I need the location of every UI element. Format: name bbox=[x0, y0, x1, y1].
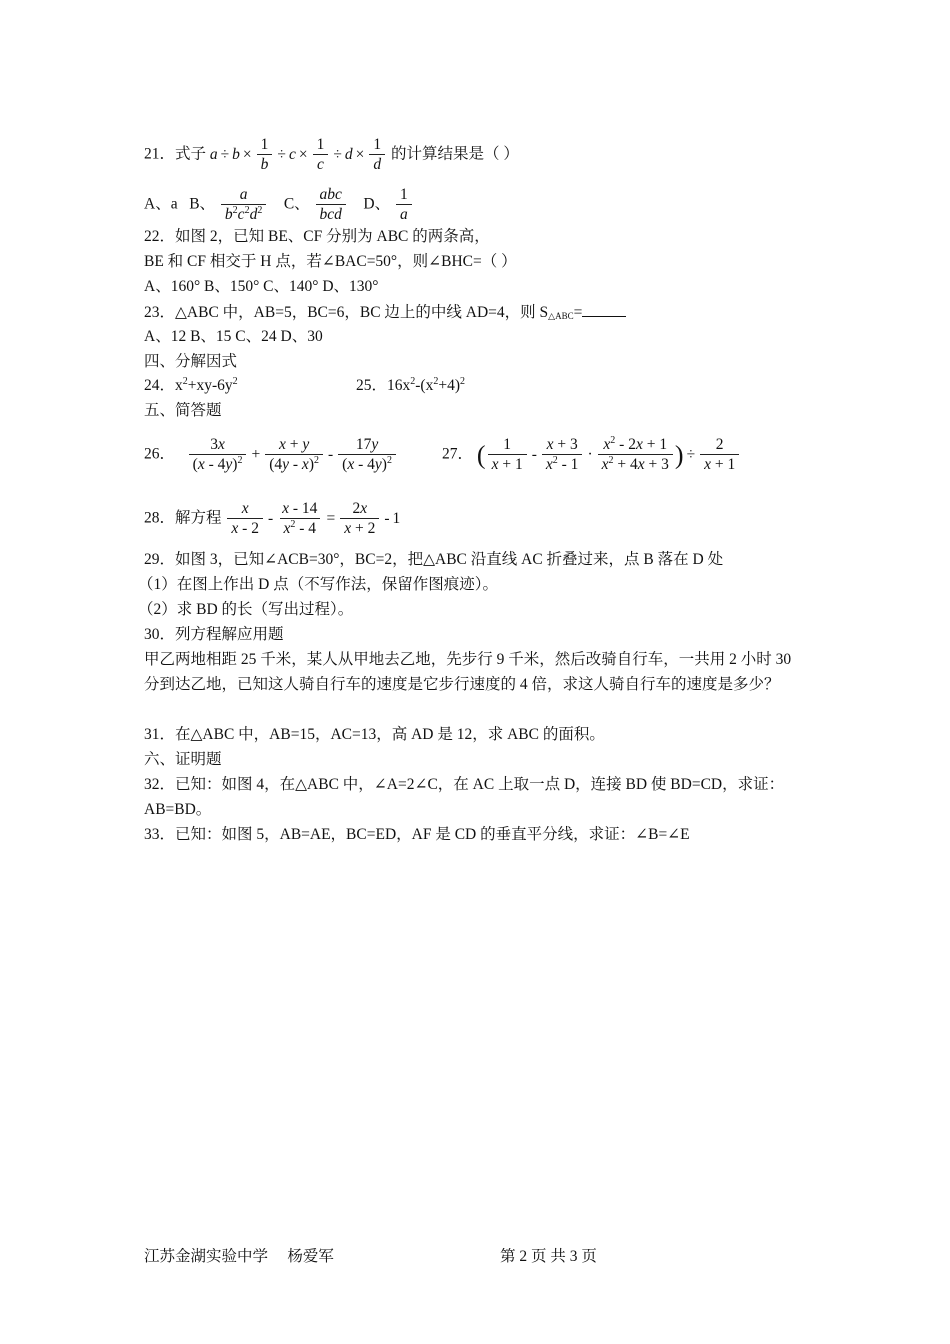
question-28 bbox=[144, 500, 400, 538]
question-27 bbox=[442, 436, 741, 474]
section-5-heading: 五、简答题 bbox=[144, 402, 222, 419]
question-32: 32．已知：如图 4，在△ABC 中，∠A=2∠C，在 AC 上取一点 D，连接 BD 使 BD=CD，求证：AB=BD。 bbox=[144, 776, 785, 818]
option-c: C、 bbox=[283, 195, 310, 213]
question-22-line1: 22．如图 2，已知 BE、CF 分别为 ABC 的两条高， bbox=[144, 228, 490, 245]
question-21 bbox=[144, 136, 519, 174]
area-subscript: △ABC bbox=[548, 311, 574, 321]
question-23-options: A、12 B、15 C、24 D、30 bbox=[144, 328, 323, 345]
option-b-formula: $\frac{a}{b^2c^2d^2}$ bbox=[221, 186, 266, 224]
option-d: D、 bbox=[363, 195, 391, 213]
footer-author: 江苏金湖实验中学 杨爱军 bbox=[144, 1248, 334, 1265]
question-25: 25．$16x^2-(x^2+4)^2$ bbox=[356, 376, 465, 394]
question-number: 26． bbox=[144, 445, 176, 463]
question-text: 28．解方程 bbox=[144, 509, 222, 527]
question-21-options bbox=[144, 186, 414, 224]
formula-21: a ÷ b × $\frac{1}{b}$ ÷ c × $\frac{1}{c}$ ÷ d × $\frac{1}{d}$ bbox=[210, 146, 391, 163]
formula-26: $\frac{3x}{(x - 4y)^2}$ + $\frac{x + y}{(4y - x)^2}$ - $\frac{17y}{(x - 4y)^2}$ bbox=[187, 446, 398, 463]
option-c-formula: $\frac{\text{abc}}{\text{bcd}}$ bbox=[316, 186, 346, 224]
section-6-heading: 六、证明题 bbox=[144, 751, 222, 768]
question-number: 24． bbox=[144, 377, 176, 394]
question-29-line1: 29．如图 3，已知∠ACB=30°，BC=2，把△ABC 沿直线 AC 折叠过来，点 B 落在 D 处 bbox=[144, 551, 724, 568]
question-33: 33．已知：如图 5，AB=AE，BC=ED，AF 是 CD 的垂直平分线，求证：∠B=∠E bbox=[144, 826, 690, 843]
question-29-line3: （2）求 BD 的长（写出过程）。 bbox=[138, 601, 354, 618]
question-31: 31．在△ABC 中，AB=15，AC=13，高 AD 是 12，求 ABC 的面积。 bbox=[144, 726, 605, 743]
question-22-line2: BE 和 CF 相交于 H 点，若∠BAC=50°，则∠BHC=（ ） bbox=[144, 253, 517, 270]
answer-blank bbox=[582, 302, 626, 317]
equals-sign: = bbox=[573, 304, 583, 321]
question-number: 25． bbox=[356, 377, 388, 394]
question-tail: 的计算结果是（ ） bbox=[390, 145, 519, 163]
question-23 bbox=[144, 302, 626, 323]
question-number: 21． bbox=[144, 145, 176, 163]
question-text: 式子 bbox=[175, 145, 207, 163]
footer-page-number: 第 2 页 共 3 页 bbox=[500, 1248, 597, 1265]
option-d-formula: $\frac{1}{a}$ bbox=[396, 186, 412, 224]
question-22-options: A、160° B、150° C、140° D、130° bbox=[144, 278, 379, 295]
question-number: 27． bbox=[442, 445, 474, 463]
question-30-title: 30．列方程解应用题 bbox=[144, 626, 284, 643]
formula-28: $\frac{x}{x - 2}$ - $\frac{x - 14}{x^2 - 4}$ = $\frac{2x}{x + 2}$ - 1 bbox=[225, 510, 400, 527]
question-24: 24．$x^2+xy-6y^2$ bbox=[144, 376, 238, 394]
option-a: A、a bbox=[144, 195, 178, 213]
formula-27: ( $\frac{1}{x + 1}$ - $\frac{x + 3}{x^2 - 1}$ · $\frac{x^2 - 2x + 1}{x^2 + 4x + 3}$ ) ÷ $\frac{2}{x + 1}$ bbox=[477, 446, 741, 463]
question-text: 23．△ABC 中，AB=5，BC=6，BC 边上的中线 AD=4，则 S bbox=[144, 304, 549, 321]
section-4-heading: 四、分解因式 bbox=[144, 353, 238, 370]
option-b: B、 bbox=[189, 195, 216, 213]
question-29-line2: （1）在图上作出 D 点（不写作法，保留作图痕迹）。 bbox=[138, 576, 498, 593]
question-26 bbox=[144, 436, 398, 474]
question-30-body: 甲乙两地相距 25 千米，某人从甲地去乙地，先步行 9 千米，然后改骑自行车，一共用 2 小时 30 分到达乙地，已知这人骑自行车的速度是它步行速度的 4 倍，求这人骑自行车的速度是多少？ bbox=[144, 651, 792, 693]
